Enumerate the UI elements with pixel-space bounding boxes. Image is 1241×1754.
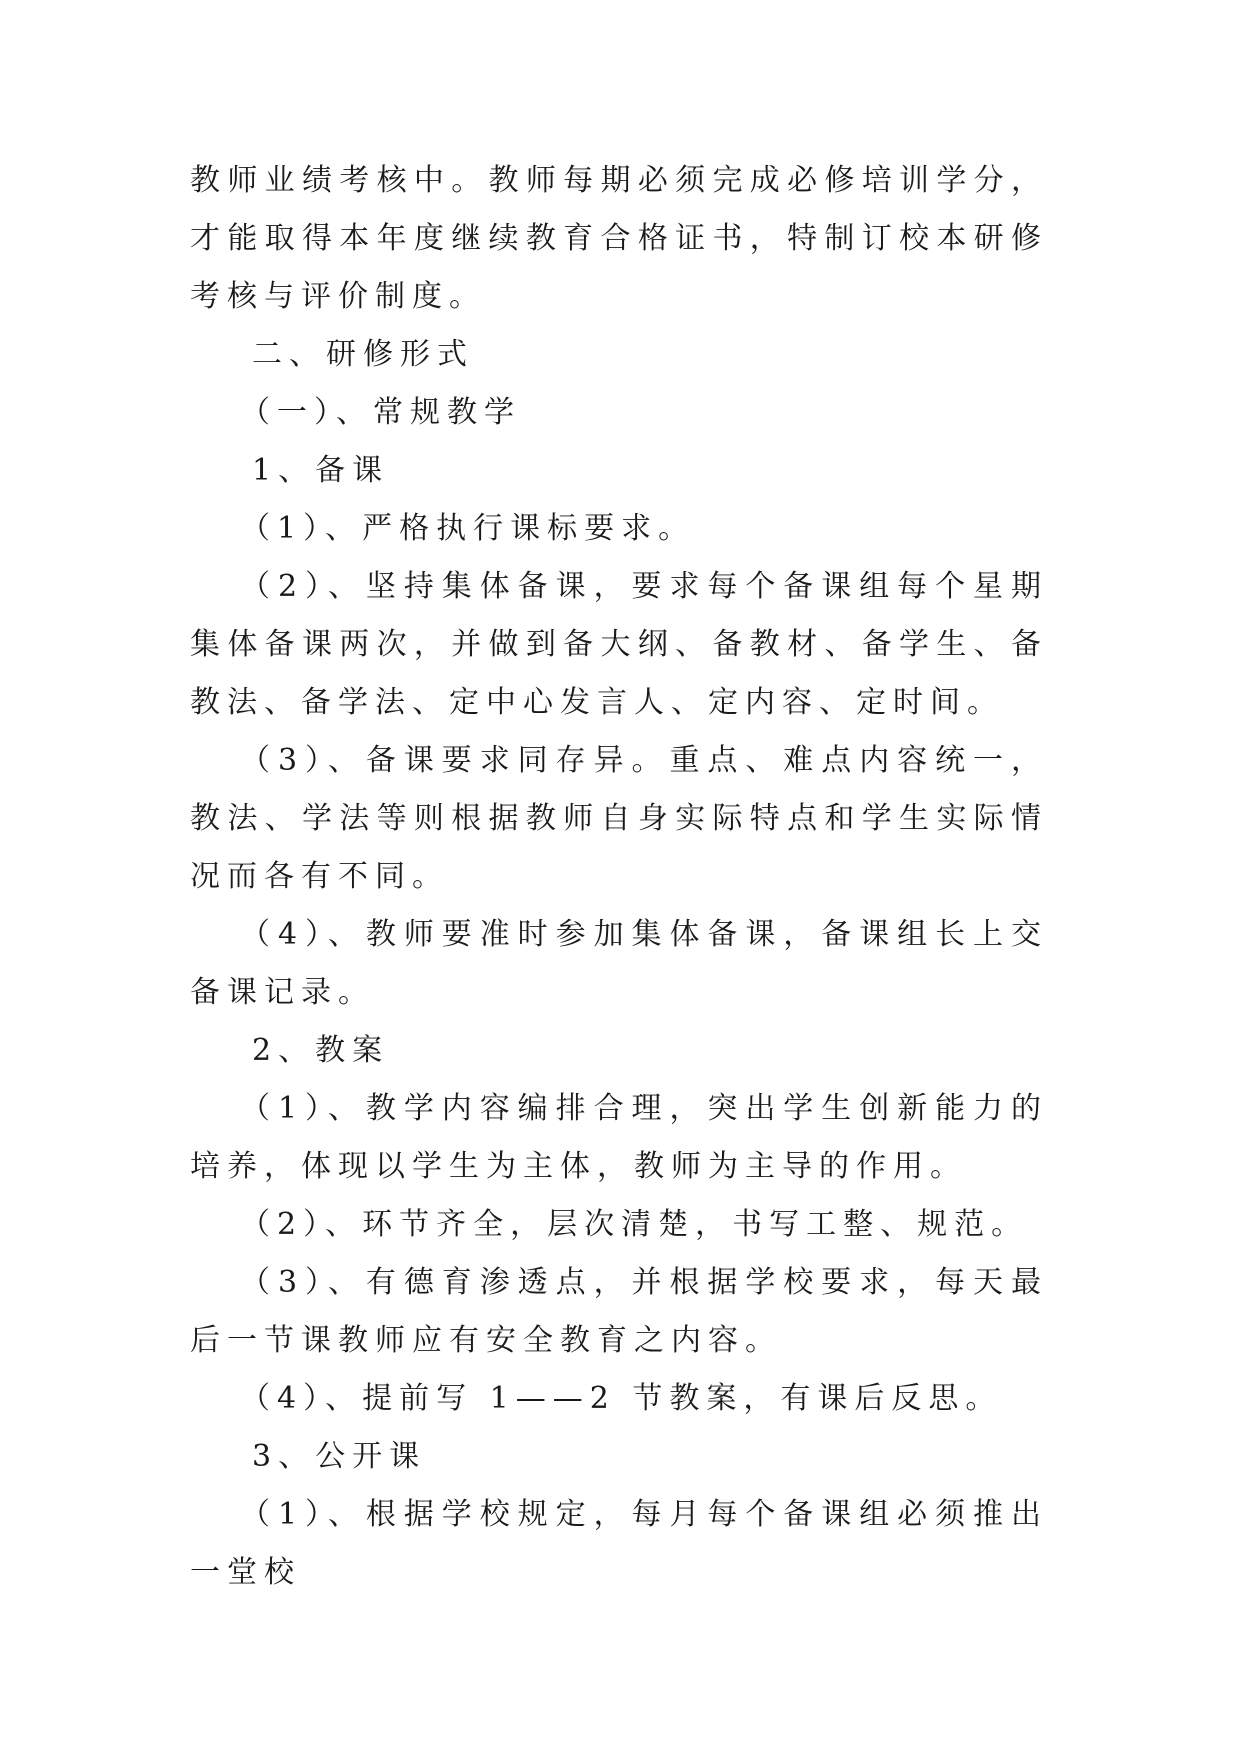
section-heading-research-forms: 二、研修形式 [252, 337, 474, 372]
item-heading-lesson-prep: 1、备课 [252, 453, 390, 488]
paragraph-plan-4: （4）、提前写 1——2 节教案，有课后反思。 [240, 1381, 1003, 1416]
paragraph-prep-4: （4）、教师要准时参加集体备课，备课组长上交备课记录。 [190, 917, 1048, 1010]
paragraph-plan-2: （2）、环节齐全，层次清楚，书写工整、规范。 [240, 1207, 1029, 1242]
item-heading-open-class: 3、公开课 [252, 1439, 427, 1474]
document-body [190, 152, 1048, 1602]
paragraph-plan-3: （3）、有德育渗透点，并根据学校要求，每天最后一节课教师应有安全教育之内容。 [190, 1265, 1048, 1358]
subsection-heading-routine-teaching: （一）、常规教学 [240, 395, 521, 430]
paragraph-prep-3: （3）、备课要求同存异。重点、难点内容统一，教法、学法等则根据教师自身实际特点和学生实际情况而各有不同。 [190, 743, 1048, 894]
paragraph-prep-2: （2）、坚持集体备课，要求每个备课组每个星期集体备课两次，并做到备大纲、备教材、备学生、备教法、备学法、定中心发言人、定内容、定时间。 [190, 569, 1048, 720]
item-heading-lesson-plan: 2、教案 [252, 1033, 390, 1068]
paragraph-continuation: 教师业绩考核中。教师每期必须完成必修培训学分，才能取得本年度继续教育合格证书，特制订校本研修考核与评价制度。 [190, 163, 1048, 314]
paragraph-plan-1: （1）、教学内容编排合理，突出学生创新能力的培养，体现以学生为主体，教师为主导的作用。 [190, 1091, 1048, 1184]
paragraph-open-class-1: （1）、根据学校规定，每月每个备课组必须推出一堂校 [190, 1497, 1048, 1590]
paragraph-prep-1: （1）、严格执行课标要求。 [240, 511, 696, 546]
